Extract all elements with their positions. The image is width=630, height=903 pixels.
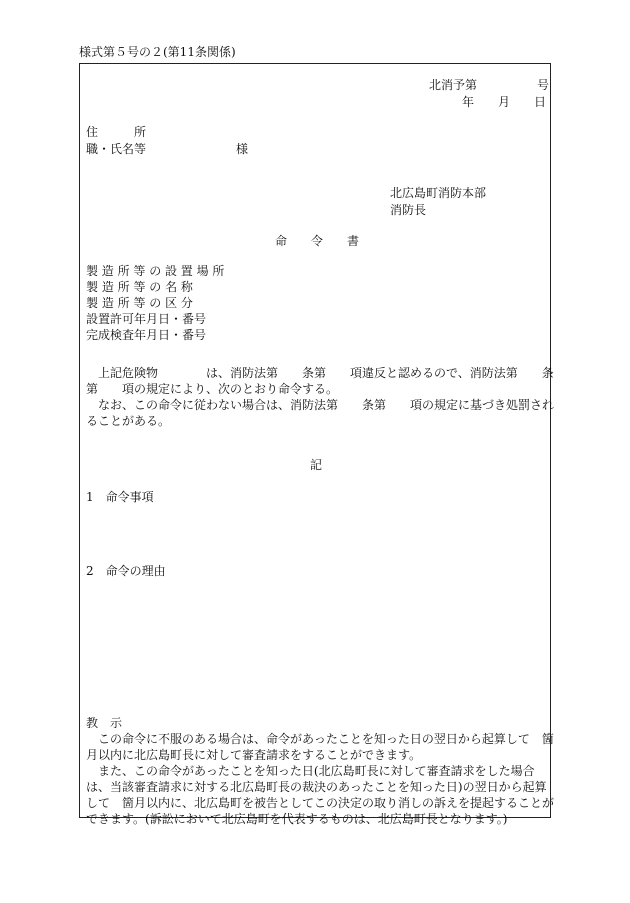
notice-line-1: この命令に不服のある場合は、命令があったことを知った日の翌日から起算して 箇 bbox=[86, 732, 554, 746]
section-order-reason: 2 命令の理由 bbox=[86, 564, 166, 578]
date-field: 年 月 日 bbox=[462, 95, 547, 109]
issuer-title: 消防長 bbox=[390, 203, 427, 217]
honorific: 様 bbox=[236, 142, 249, 156]
address-label: 住 所 bbox=[86, 125, 147, 139]
document-frame bbox=[79, 63, 551, 818]
facility-field-name: 製 造 所 等 の 名 称 bbox=[86, 280, 193, 294]
body-line-1: 上記危険物 は、消防法第 条第 項違反と認めるので、消防法第 条 bbox=[86, 366, 554, 380]
notice-heading: 教 示 bbox=[86, 716, 123, 730]
facility-field-permit: 設置許可年月日・番号 bbox=[86, 312, 207, 326]
notice-line-5: して 箇月以内に、北広島町を被告としてこの決定の取り消しの訴えを提起することが bbox=[86, 796, 555, 810]
notice-line-3: また、この命令があったことを知った日(北広島町長に対して審査請求をした場合 bbox=[86, 764, 535, 778]
body-line-3: なお、この命令に従わない場合は、消防法第 条第 項の規定に基づき処罰され bbox=[86, 398, 555, 412]
notice-line-4: は、当該審査請求に対する北広島町長の裁決のあったことを知った日)の翌日から起算 bbox=[86, 780, 547, 794]
section-order-items: 1 命令事項 bbox=[86, 490, 154, 504]
doc-title: 命 令 書 bbox=[275, 234, 360, 248]
body-line-2: 第 項の規定により、次のとおり命令する。 bbox=[86, 382, 339, 396]
document-number: 北消予第 号 bbox=[429, 78, 550, 92]
facility-field-inspection: 完成検査年月日・番号 bbox=[86, 328, 207, 342]
form-caption: 様式第５号の２(第11条関係) bbox=[79, 45, 236, 59]
body-line-4: ることがある。 bbox=[86, 414, 171, 428]
facility-field-location: 製造所等の設置場所 bbox=[86, 264, 229, 278]
name-label: 職・氏名等 bbox=[86, 142, 147, 156]
issuer-organization: 北広島町消防本部 bbox=[390, 186, 487, 200]
notice-line-6: できます。(訴訟において北広島町を代表するものは、北広島町長となります。) bbox=[86, 812, 508, 826]
facility-field-category: 製 造 所 等 の 区 分 bbox=[86, 296, 193, 310]
ki-heading: 記 bbox=[310, 458, 323, 472]
notice-line-2: 月以内に北広島町長に対して審査請求をすることができます。 bbox=[86, 748, 422, 762]
